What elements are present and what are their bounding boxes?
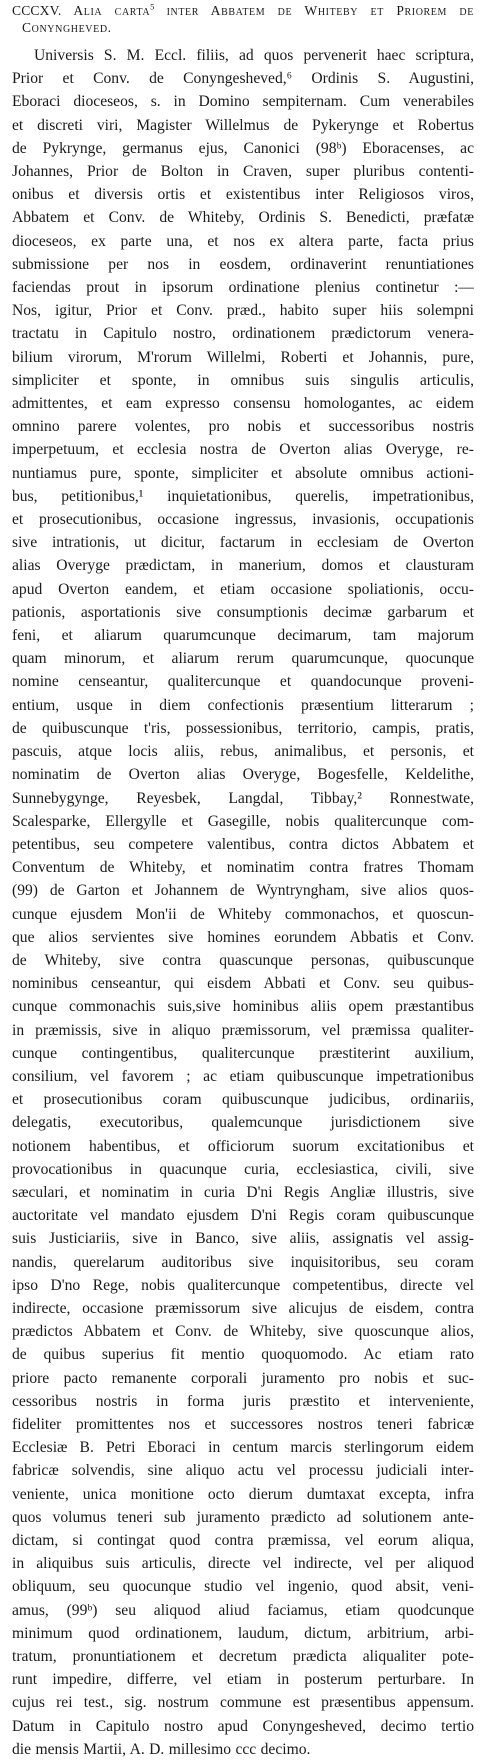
text-line: nominibus censeantur, qui eisdem Abbati et Conv. seu quibus-	[12, 975, 474, 993]
text-line: et prosecutionibus coram quibuscunque judicibus, ordinariis,	[12, 1091, 474, 1109]
text-line: Eboraci dioceseos, s. in Domino sempiternam. Cum venerabiles	[12, 93, 474, 111]
text-line: pationis, asportationis sive consumptionis decimæ garbarum et	[12, 603, 474, 621]
text-line: simpliciter et sponte, in omnibus suis singulis articulis,	[12, 371, 474, 389]
text-line: quam minorum, et aliarum rerum quarumcunque, quocunque	[12, 650, 474, 668]
text-line: bilium virorum, M'rorum Willelmi, Roberti et Johannis, pure,	[12, 348, 474, 366]
text-line: de Pykrynge, germanus ejus, Canonici (98ᵇ) Eboracenses, ac	[12, 139, 474, 157]
text-line: consilium, vel favorem ; ac etiam quibuscunque impetrationibus	[12, 1067, 474, 1085]
text-line: de quibuscunque t'ris, possessionibus, territorio, campis, pratis,	[12, 719, 474, 737]
text-line: indirecte, occasione præmissorum sive alicujus de eisdem, contra	[12, 1299, 474, 1317]
text-line: Johannes, Prior de Bolton in Craven, super pluribus contenti-	[12, 163, 474, 181]
text-line: cunque contingentibus, qualitercunque præstiterint auxilium,	[12, 1044, 474, 1062]
text-line: cessoribus nostris in forma juris præstito et interveniente,	[12, 1392, 474, 1410]
text-line: et prosecutionibus, occasione ingressus, invasionis, occupationis	[12, 511, 474, 529]
text-line: ipso D'no Rege, nobis qualitercunque competentibus, directe vel	[12, 1276, 474, 1294]
text-line: (99) de Garton et Johannem de Wyntryngham, sive alios quos-	[12, 882, 474, 900]
text-line: tratum, pronuntiationem et decretum prædicta aliqualiter pote-	[12, 1648, 474, 1666]
text-line: de Whiteby, sive contra quascunque personas, quibuscunque	[12, 951, 474, 969]
text-line: obliquum, seu quocunque studio vel ingenio, quod absit, veni-	[12, 1578, 474, 1596]
text-line: sive intrationis, ut dicitur, factarum in ecclesiam de Overton	[12, 534, 474, 552]
text-line: prædictos Abbatem et Conv. de Whiteby, sive quoscunque alios,	[12, 1323, 474, 1341]
charter-number: CCCXV.	[12, 3, 62, 18]
charter-text	[12, 44, 474, 1761]
text-line: suis Justiciariis, sive in Banco, sive aliis, assignatis vel assig-	[12, 1230, 474, 1248]
text-line: Conventum de Whiteby, et nominatim contra fratres Thomam	[12, 859, 474, 877]
text-line: petentibus, seu competere valentibus, contra dictos Abbatem et	[12, 835, 474, 853]
text-line: runt impedire, differre, vel etiam in posterum perturbare. In	[12, 1671, 474, 1689]
text-line: nuntiamus pure, sponte, simpliciter et absolute omnibus actioni-	[12, 464, 474, 482]
text-line: apud Overton eandem, et etiam occasione spoliationis, occu-	[12, 580, 474, 598]
text-line: fideliter promittentes nos et successores nostros teneri fabricæ	[12, 1415, 474, 1433]
heading-footnote-ref: 5	[150, 1, 155, 12]
text-line: in aliquibus suis articulis, directe vel indirecte, vel per aliquod	[12, 1555, 474, 1573]
text-line: cunque commonachis suis,sive hominibus aliis opem præstantibus	[12, 998, 474, 1016]
charter-heading	[12, 3, 474, 36]
text-line: dioceseos, ex parte una, et nos ex altera parte, facta prius	[12, 232, 474, 250]
text-line: entium, usque in diem confectionis præsentium litterarum ;	[12, 696, 474, 714]
text-line: quos volumus teneri sub juramento prædicto ad solutionem ante-	[12, 1508, 474, 1526]
text-line: fabricæ solvendis, sine aliquo actu vel processu judiciali inter-	[12, 1462, 474, 1480]
text-line: Universis S. M. Eccl. filiis, ad quos pervenerit haec scriptura,	[34, 47, 474, 64]
text-line: dictam, si contingat quod contra præmissa, vel eorum aliqua,	[12, 1532, 474, 1549]
text-line: in præmissis, sive in aliquo præmissorum, vel præmissa qualiter-	[12, 1021, 474, 1039]
text-line: faciendas prout in ipsorum ordinatione plenius continetur :—	[12, 279, 474, 297]
text-line: cunque ejusdem Mon'ii de Whiteby commonachos, et quoscun-	[12, 905, 474, 923]
text-line: Abbatem et Conv. de Whiteby, Ordinis S. Benedicti, præfatæ	[12, 209, 474, 227]
text-line: Ecclesiæ B. Petri Eboraci in centum marcis sterlingorum eidem	[12, 1439, 474, 1457]
text-line: onibus et diversis ortis et existentibus inter Religiosos viros,	[12, 186, 474, 204]
text-line: tractatu in Capitulo nostro, ordinationem prædictorum venera-	[12, 325, 474, 343]
text-line: nominatim de Overton alias Overyge, Bogesfelle, Keldelithe,	[12, 766, 474, 784]
text-line: notionem habentibus, et officiorum suorum excitationibus et	[12, 1137, 474, 1155]
text-line: omnino parere volentes, pro nobis et successoribus nostris	[12, 418, 474, 436]
text-line: provocationibus in quacunque curia, ecclesiastica, civili, sive	[12, 1160, 474, 1178]
text-line: cujus rei test., sig. nostrum commune est præsentibus appensum.	[12, 1694, 474, 1712]
text-line: de quibus superius fit mentio quoquomodo. Ac etiam rato	[12, 1346, 474, 1364]
charter-body	[12, 44, 474, 1761]
text-line: nandis, querelarum auditoribus sive inquisitoribus, seu coram	[12, 1253, 474, 1271]
text-line: submissione per nos in eosdem, ordinaverint renuntiationes	[12, 255, 474, 273]
text-line: delegatis, executoribus, qualemcunque jurisdictionem sive	[12, 1114, 474, 1132]
text-line: sæculari, et nominatim in curia D'ni Regis Angliæ illustris, sive	[12, 1183, 474, 1201]
text-line: que alios servientes sive homines eorundem Abbatis et Conv.	[12, 928, 474, 946]
text-line: Nos, igitur, Prior et Conv. præd., habito super hiis solempni	[12, 302, 474, 320]
text-line: et discreti viri, Magister Willelmus de Pykerynge et Robertus	[12, 116, 474, 134]
text-line: Prior et Conv. de Conyngesheved,⁶ Ordinis S. Augustini,	[12, 70, 474, 88]
text-line: die mensis Martii, A. D. millesimo ccc decimo.	[12, 1740, 311, 1758]
text-line: Datum in Capitulo nostro apud Conyngesheved, decimo tertio	[12, 1717, 474, 1735]
text-line: amus, (99ᵇ) seu aliquod aliud faciamus, etiam quodcunque	[12, 1601, 474, 1619]
text-line: Sunnebygynge, Reyesbek, Langdal, Tibbay,² Ronnestwate,	[12, 789, 474, 807]
text-line: bus, petitionibus,¹ inquietationibus, querelis, impetrationibus,	[12, 487, 474, 505]
charter-title-part2: inter Abbatem de Whiteby et Priorem de Conyngheved.	[22, 3, 474, 35]
text-line: nomine censeantur, qualitercunque et quandocunque proveni-	[12, 673, 474, 691]
text-line: imperpetuum, et ecclesia nostra de Overton alias Overyge, re-	[12, 441, 474, 459]
text-line: veniente, unica monitione octo dierum dumtaxat excepta, infra	[12, 1485, 474, 1503]
text-line: alias Overyge prædictam, in manerium, domos et clausturam	[12, 557, 474, 575]
charter-title-part1: Alia carta	[73, 3, 151, 18]
text-line: pascuis, atque locis aliis, rebus, animalibus, et personis, et	[12, 743, 474, 761]
text-line: feni, et aliarum quarumcunque decimarum, tam majorum	[12, 627, 474, 645]
text-line: admittentes, et eam expresso consensu homologantes, ac eidem	[12, 395, 474, 413]
text-line: Scalesparke, Ellergylle et Gasegille, nobis qualitercunque com-	[12, 812, 474, 830]
text-line: minimum quod ordinationem, laudum, dictum, arbitrium, arbi-	[12, 1624, 474, 1642]
text-line: priore pacto remanente corporali juramento pro nobis et suc-	[12, 1369, 474, 1387]
text-line: auctoritate vel mandato ejusdem D'ni Regis coram quibuscunque	[12, 1207, 474, 1225]
